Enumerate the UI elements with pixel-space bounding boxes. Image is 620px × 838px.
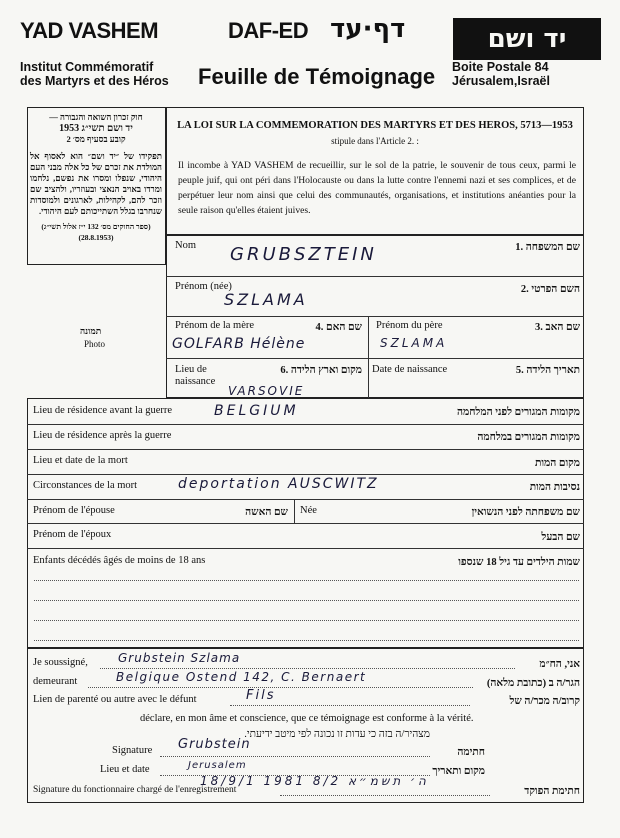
prenom-value[interactable]: SZLAMA bbox=[224, 290, 308, 309]
lieu-date-value[interactable]: Jerusalem bbox=[188, 760, 247, 771]
signature-label: Signature bbox=[112, 745, 153, 756]
mort-label-hebrew: מקום המות bbox=[534, 458, 580, 469]
epoux-label-hebrew: שם הבעל bbox=[541, 532, 580, 543]
parente-value[interactable]: Fils bbox=[246, 688, 276, 703]
signature-value[interactable]: Grubstein bbox=[178, 737, 251, 752]
daf-ed-title: DAF-ED bbox=[228, 18, 309, 43]
dotted-line bbox=[160, 756, 430, 757]
yad-vashem-logo: יד ושם bbox=[453, 18, 601, 60]
soussigne-value[interactable]: Grubstein Szlama bbox=[118, 651, 241, 665]
hebrew-law-date: (28.8.1953) bbox=[78, 233, 114, 242]
declaration-statement: déclare, en mon âme et conscience, que ce témoignage est conforme à la vérité. bbox=[140, 713, 474, 724]
row-divider bbox=[27, 449, 584, 450]
date-naissance-label: Date de naissance bbox=[372, 364, 448, 375]
dotted-line bbox=[34, 580, 579, 581]
org-sub-2: des Martyrs et des Héros bbox=[20, 74, 169, 88]
row-divider bbox=[166, 316, 584, 317]
dotted-line bbox=[280, 795, 490, 796]
pere-value[interactable]: SZLAMA bbox=[380, 336, 448, 350]
parente-label: Lien de parenté ou autre avec le défunt bbox=[33, 694, 197, 705]
pere-label-hebrew: שם האב .3 bbox=[535, 322, 580, 333]
postal-line-1: Boite Postale 84 bbox=[452, 60, 549, 74]
org-name: YAD VASHEM bbox=[20, 18, 159, 43]
epouse-label: Prénom de l'épouse bbox=[33, 505, 115, 516]
photo-label-hebrew: תמונה bbox=[80, 326, 102, 336]
row-divider bbox=[27, 499, 584, 500]
hebrew-law-line2: יד ושם תשי״ג 1953 bbox=[59, 123, 133, 134]
date-naissance-label-hebrew: תאריך הלידה .5 bbox=[515, 365, 580, 376]
mere-value[interactable]: GOLFARB Hélène bbox=[172, 336, 306, 352]
nom-label-hebrew: שם המשפחה .1 bbox=[515, 242, 580, 253]
nee-label-hebrew: שם משפחתה לפני הנשואין bbox=[471, 507, 580, 518]
row-divider bbox=[166, 276, 584, 277]
enfants-label: Enfants décédés âgés de moins de 18 ans bbox=[33, 555, 206, 566]
hebrew-law-source: (ספר החוקים מס׳ 132 י״ז אלול תשי״ג) bbox=[41, 222, 151, 231]
enfants-label-hebrew: שמות הילדים עד גיל 18 שנספו bbox=[458, 557, 580, 568]
lieu-naissance-label-hebrew: מקום וארץ הלידה .6 bbox=[280, 365, 362, 376]
hebrew-law-text bbox=[30, 112, 162, 243]
parente-label-hebrew: קרוב/ה מכר/ה של bbox=[509, 696, 580, 707]
soussigne-label: Je soussigné, bbox=[33, 657, 88, 668]
row-divider bbox=[27, 523, 584, 524]
row-divider bbox=[27, 424, 584, 425]
form-title: Feuille de Témoignage bbox=[198, 64, 436, 89]
lieu-naissance-label-1: Lieu de bbox=[175, 364, 207, 375]
residence-apres-label-hebrew: מקומות המגורים במלחמה bbox=[477, 432, 580, 443]
row-divider bbox=[166, 358, 584, 359]
epoux-label: Prénom de l'époux bbox=[33, 529, 112, 540]
row-divider bbox=[27, 548, 584, 549]
prenom-label-hebrew: השם הפרטי .2 bbox=[520, 284, 580, 295]
nee-label: Née bbox=[300, 505, 317, 516]
dotted-line bbox=[230, 705, 470, 706]
mort-label: Lieu et date de la mort bbox=[33, 455, 128, 466]
law-body: Il incombe à YAD VASHEM de recueillir, sur le sol de la patrie, le souvenir de tous ceux, parmi le peuple juif, qui ont péri dans l'Holocauste ou dans la lutte contre l'ennemi nazi et ses complices, et de perpétuer leur nom ainsi que celui des communautés, organisations, et institutions anéanties pour la seule raison qu'elles étaient juives. bbox=[178, 160, 576, 216]
demeurant-label: demeurant bbox=[33, 676, 78, 687]
declaration-statement-hebrew: מצהיר/ה בזה כי עדות זו נכונה לפי מיטב ידיעתי. bbox=[244, 729, 430, 740]
lieu-naissance-value[interactable]: VARSOVIE bbox=[228, 384, 305, 398]
lieu-date-label-hebrew: מקום ותאריך bbox=[432, 766, 485, 777]
demeurant-label-hebrew: הגר/ה ב (כתובת מלאה) bbox=[486, 678, 580, 689]
hebrew-law-line3: קובע בסעיף מס׳ 2 bbox=[66, 134, 126, 144]
residence-avant-value[interactable]: BELGIUM bbox=[214, 403, 299, 419]
law-subtitle: stipule dans l'Article 2. : bbox=[331, 136, 419, 146]
signature-label-hebrew: חתימה bbox=[457, 747, 485, 758]
hebrew-law-line1: חוק זכרון השואה והגבורה — bbox=[49, 112, 143, 122]
demeurant-value[interactable]: Belgique Ostend 142, C. Bernaert bbox=[116, 670, 367, 684]
fonctionnaire-label-hebrew: חתימת הפוקד bbox=[524, 786, 580, 797]
circonstances-label: Circonstances de la mort bbox=[33, 480, 138, 491]
postal-line-2: Jérusalem,Israël bbox=[452, 74, 550, 88]
dotted-line bbox=[100, 668, 515, 669]
residence-avant-label: Lieu de résidence avant la guerre bbox=[33, 405, 173, 416]
lieu-date-label: Lieu et date bbox=[100, 764, 150, 775]
hebrew-law-body: תפקידו של ״יד ושם״ הוא לאסוף אל המולדת את זכרם של כל אלה מבני העם היהודי, שנפלו ומסרו את נפשם, נלחמו ומרדו באויב הנאצי ובעוזריו, ולהציב שם וזכר להם, לקהילות, לארגונים ולמוסדות שנחרבו בגלל השתייכותם לעם היהודי. bbox=[30, 151, 162, 216]
org-sub-1: Institut Commémoratif bbox=[20, 60, 154, 74]
circonstances-label-hebrew: נסיבות המות bbox=[529, 482, 580, 493]
mere-label-hebrew: שם האם .4 bbox=[315, 322, 362, 333]
dotted-line bbox=[34, 600, 579, 601]
dotted-line bbox=[34, 620, 579, 621]
dotted-line bbox=[88, 687, 473, 688]
dotted-line bbox=[34, 640, 579, 641]
photo-label: Photo bbox=[84, 339, 106, 349]
soussigne-label-hebrew: אני, הח״מ bbox=[539, 659, 580, 670]
fonctionnaire-label: Signature du fonctionnaire chargé de l'enregistrement bbox=[33, 785, 237, 795]
col-divider bbox=[368, 316, 369, 398]
circonstances-value[interactable]: deportation AUSCWITZ bbox=[178, 476, 379, 492]
col-divider bbox=[294, 499, 295, 523]
mere-label: Prénom de la mère bbox=[175, 320, 255, 331]
prenom-label: Prénom (née) bbox=[175, 281, 232, 292]
nom-value[interactable]: GRUBSZTEIN bbox=[230, 244, 377, 265]
law-title: LA LOI SUR LA COMMEMORATION DES MARTYRS ET DES HEROS, 5713—1953 bbox=[177, 120, 573, 131]
epouse-label-hebrew: שם האשה bbox=[245, 507, 288, 518]
fonctionnaire-value[interactable]: 18/9/1 ה׳ תשמ״א 8/2 1981 bbox=[200, 774, 429, 788]
row-divider bbox=[27, 474, 584, 475]
pere-label: Prénom du père bbox=[376, 320, 443, 331]
residence-avant-label-hebrew: מקומות המגורים לפני המלחמה bbox=[456, 407, 580, 418]
nom-label: Nom bbox=[175, 240, 196, 251]
lieu-naissance-label-2: naissance bbox=[175, 376, 216, 387]
daf-ed-hebrew: דף·עד bbox=[330, 14, 406, 44]
residence-apres-label: Lieu de résidence après la guerre bbox=[33, 430, 172, 441]
